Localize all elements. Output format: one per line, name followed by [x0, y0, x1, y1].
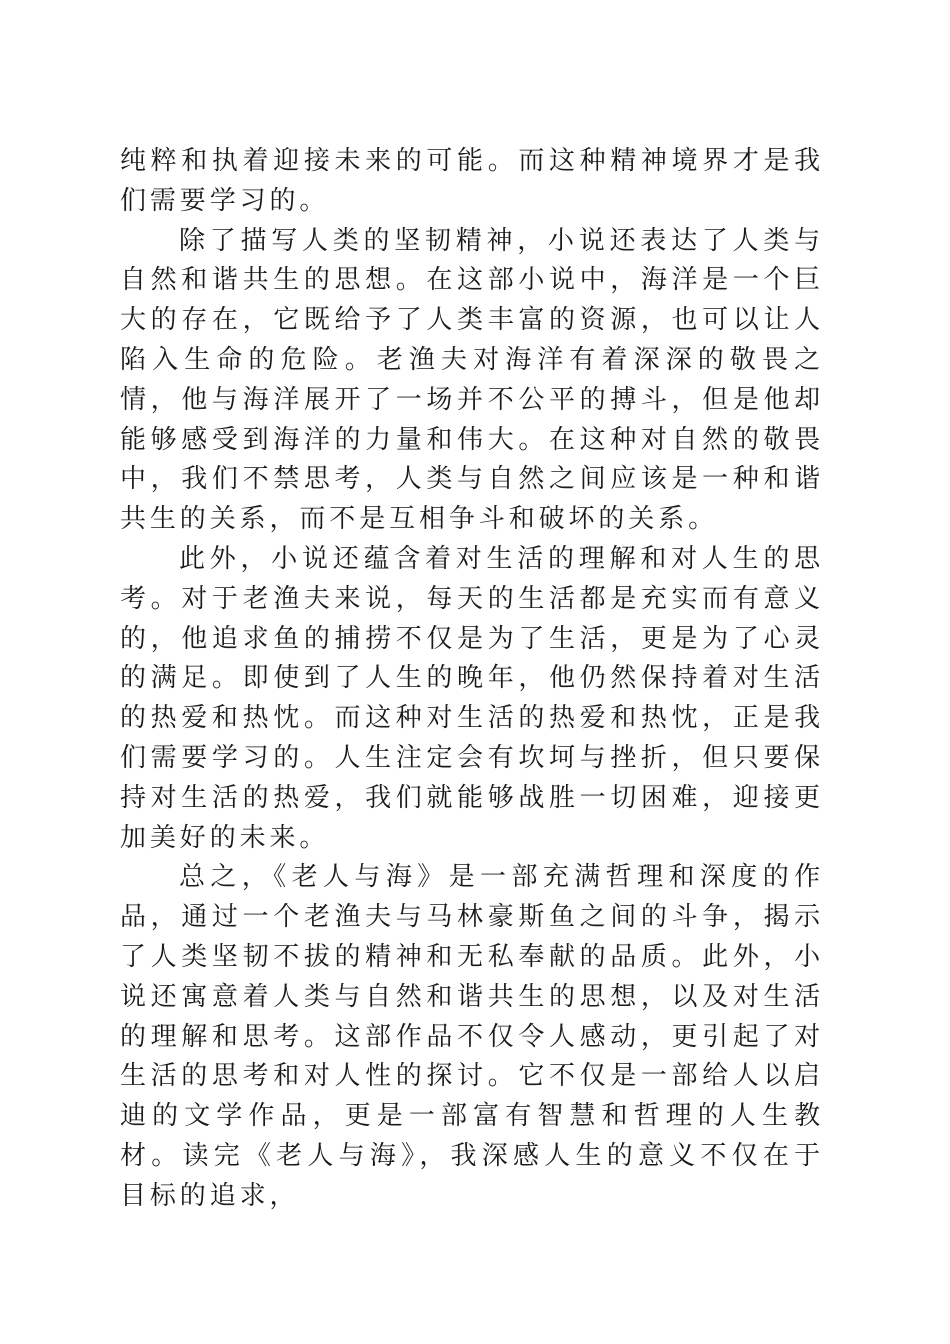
document-body: [120, 142, 824, 1217]
paragraph-4: 总之，《老人与海》是一部充满哲理和深度的作品，通过一个老渔夫与马林豪斯鱼之间的斗争，揭示了人类坚韧不拔的精神和无私奉献的品质。此外，小说还寓意着人类与自然和谐共生的思想，以及对生活的理解和思考。这部作品不仅令人感动，更引起了对生活的思考和对人性的探讨。它不仅是一部给人以启迪的文学作品，更是一部富有智慧和哲理的人生教材。读完《老人与海》，我深感人生的意义不仅在于目标的追求，: [120, 862, 824, 1211]
paragraph-1: 纯粹和执着迎接未来的可能。而这种精神境界才是我们需要学习的。: [120, 146, 824, 216]
paragraph-2: 除了描写人类的坚韧精神，小说还表达了人类与自然和谐共生的思想。在这部小说中，海洋是一个巨大的存在，它既给予了人类丰富的资源，也可以让人陷入生命的危险。老渔夫对海洋有着深深的敬畏之情，他与海洋展开了一场并不公平的搏斗，但是他却能够感受到海洋的力量和伟大。在这种对自然的敬畏中，我们不禁思考，人类与自然之间应该是一种和谐共生的关系，而不是互相争斗和破坏的关系。: [120, 225, 824, 535]
paragraph-3: 此外，小说还蕴含着对生活的理解和对人生的思考。对于老渔夫来说，每天的生活都是充实而有意义的，他追求鱼的捕捞不仅是为了生活，更是为了心灵的满足。即使到了人生的晚年，他仍然保持着对生活的热爱和热忱。而这种对生活的热爱和热忱，正是我们需要学习的。人生注定会有坎坷与挫折，但只要保持对生活的热爱，我们就能够战胜一切困难，迎接更加美好的未来。: [120, 543, 824, 853]
